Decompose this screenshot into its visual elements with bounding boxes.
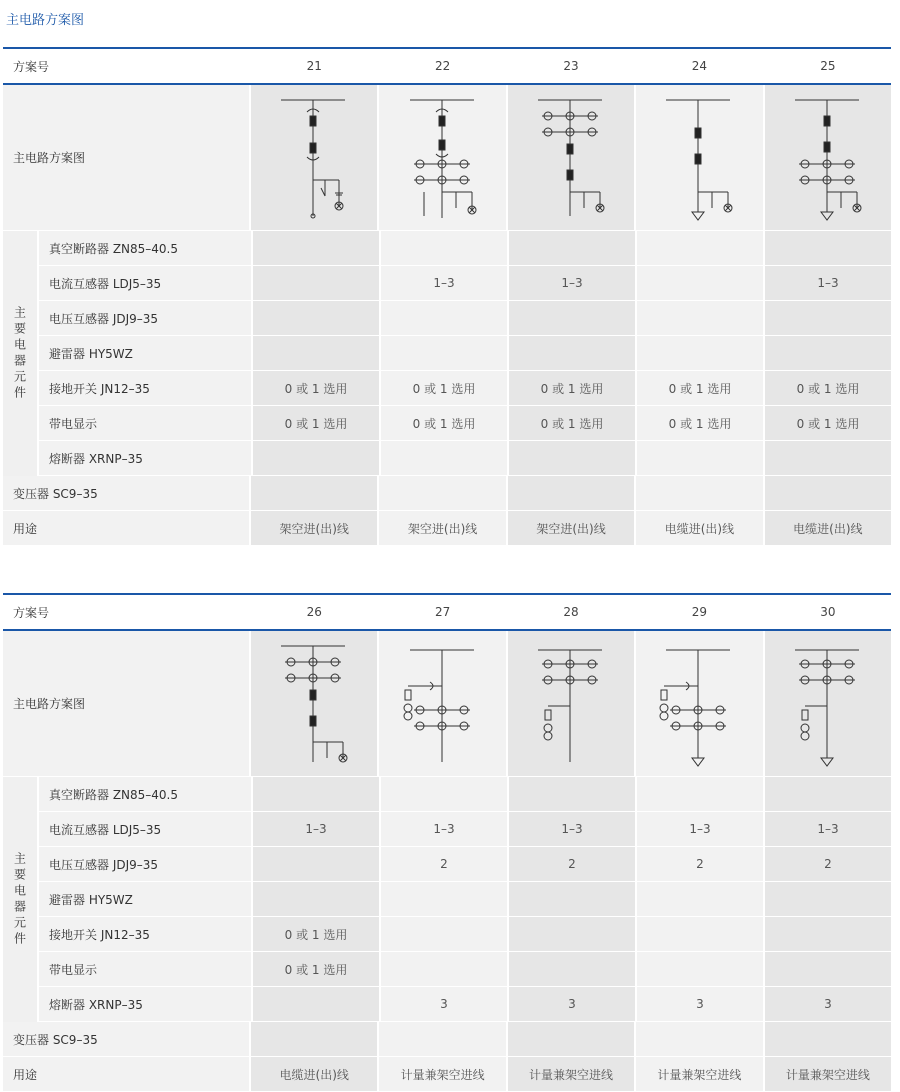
value-cell [249,1022,377,1056]
group-label: 主要电器元件 [3,231,39,476]
row-label: 避雷器 HY5WZ [39,882,251,916]
page-title: 主电路方案图 [6,13,85,28]
usage-cell: 架空进(出)线 [377,511,505,545]
value-cell [634,476,762,510]
value-cell [635,336,763,370]
value-cell [635,266,763,300]
scheme-no-label: 方案号 [3,49,249,83]
usage-cell: 架空进(出)线 [249,511,377,545]
usage-cell: 计量兼架空进线 [506,1057,634,1091]
value-cell [506,1022,634,1056]
value-cell: 0 或 1 选用 [251,917,379,951]
value-cell: 1–3 [763,812,891,846]
value-cell [635,231,763,265]
row-label: 用途 [3,1057,249,1091]
value-cell: 0 或 1 选用 [251,952,379,986]
scheme-number: 29 [634,595,762,629]
value-cell [507,882,635,916]
value-cell: 1–3 [635,812,763,846]
value-cell [635,882,763,916]
row-label: 接地开关 JN12–35 [39,371,251,405]
value-cell: 1–3 [251,812,379,846]
row-label: 熔断器 XRNP–35 [39,987,251,1021]
main-components-group [3,777,891,1022]
scheme-table-2 [3,593,891,1092]
row-label: 用途 [3,511,249,545]
value-cell [251,882,379,916]
row-label: 电压互感器 JDJ9–35 [39,301,251,335]
value-cell [377,476,505,510]
circuit-diagram-svg [636,634,762,774]
value-cell [763,231,891,265]
value-cell [763,301,891,335]
usage-cell: 计量兼架空进线 [634,1057,762,1091]
scheme-number: 22 [377,49,505,83]
value-cell [635,441,763,475]
value-cell: 0 或 1 选用 [635,406,763,440]
row-label: 真空断路器 ZN85–40.5 [39,231,251,265]
value-cell [507,441,635,475]
value-cell [251,301,379,335]
value-cell [635,917,763,951]
value-cell: 2 [635,847,763,881]
value-cell: 0 或 1 选用 [507,406,635,440]
value-cell [249,476,377,510]
row-label: 带电显示 [39,952,251,986]
value-cell [635,777,763,811]
header-row [3,49,891,85]
circuit-diagram-23 [506,85,634,230]
value-cell: 3 [635,987,763,1021]
value-cell [763,952,891,986]
scheme-number: 25 [763,49,891,83]
scheme-number: 30 [763,595,891,629]
row-label: 熔断器 XRNP–35 [39,441,251,475]
value-cell [251,231,379,265]
value-cell: 2 [507,847,635,881]
value-cell: 1–3 [507,266,635,300]
value-cell: 0 或 1 选用 [251,406,379,440]
circuit-diagram-svg [765,634,891,774]
group-label: 主要电器元件 [3,777,39,1022]
row-label: 电流互感器 LDJ5–35 [39,266,251,300]
value-cell: 1–3 [507,812,635,846]
value-cell: 0 或 1 选用 [763,371,891,405]
value-cell [379,777,507,811]
circuit-diagram-svg [380,634,506,774]
value-cell: 3 [763,987,891,1021]
usage-cell: 计量兼架空进线 [763,1057,891,1091]
value-cell [251,266,379,300]
circuit-diagram-22 [377,85,505,230]
value-cell [763,917,891,951]
circuit-diagram-28 [506,631,634,776]
value-cell [251,847,379,881]
value-cell [634,1022,762,1056]
value-cell: 3 [379,987,507,1021]
value-cell: 1–3 [379,266,507,300]
value-cell: 0 或 1 选用 [379,371,507,405]
value-cell [379,336,507,370]
value-cell [379,301,507,335]
circuit-diagram-26 [249,631,377,776]
scheme-number: 27 [377,595,505,629]
scheme-number: 24 [634,49,762,83]
circuit-diagram-svg [508,634,634,774]
value-cell [763,336,891,370]
value-cell [507,917,635,951]
value-cell [251,777,379,811]
value-cell: 2 [379,847,507,881]
circuit-diagram-24 [634,85,762,230]
value-cell [635,301,763,335]
row-label: 电压互感器 JDJ9–35 [39,847,251,881]
value-cell: 2 [763,847,891,881]
value-cell [379,231,507,265]
value-cell: 0 或 1 选用 [763,406,891,440]
row-label: 真空断路器 ZN85–40.5 [39,777,251,811]
value-cell [251,987,379,1021]
circuit-diagram-27 [377,631,505,776]
value-cell: 0 或 1 选用 [251,371,379,405]
circuit-diagram-svg [636,88,762,228]
value-cell [506,476,634,510]
value-cell: 0 或 1 选用 [379,406,507,440]
value-cell [379,917,507,951]
main-components-group [3,231,891,476]
circuit-diagram-svg [765,88,891,228]
row-label: 避雷器 HY5WZ [39,336,251,370]
header-row [3,595,891,631]
value-cell [763,777,891,811]
circuit-diagram-svg [380,88,506,228]
value-cell [763,882,891,916]
row-label: 变压器 SC9–35 [3,1022,249,1056]
scheme-number: 23 [506,49,634,83]
value-cell [507,336,635,370]
row-label: 带电显示 [39,406,251,440]
usage-cell: 电缆进(出)线 [763,511,891,545]
row-label: 电流互感器 LDJ5–35 [39,812,251,846]
diagram-label: 主电路方案图 [3,85,249,230]
usage-cell: 计量兼架空进线 [377,1057,505,1091]
value-cell [377,1022,505,1056]
value-cell: 0 或 1 选用 [635,371,763,405]
diagram-row [3,85,891,231]
usage-cell: 电缆进(出)线 [249,1057,377,1091]
scheme-number: 21 [249,49,377,83]
row-label: 变压器 SC9–35 [3,476,249,510]
scheme-table-1 [3,47,891,546]
value-cell: 0 或 1 选用 [507,371,635,405]
value-cell [507,777,635,811]
value-cell [379,882,507,916]
value-cell [763,1022,891,1056]
value-cell [507,231,635,265]
circuit-diagram-25 [763,85,891,230]
diagram-row [3,631,891,777]
circuit-diagram-29 [634,631,762,776]
circuit-diagram-svg [251,634,377,774]
value-cell [507,301,635,335]
scheme-number: 26 [249,595,377,629]
value-cell [379,952,507,986]
value-cell [635,952,763,986]
circuit-diagram-svg [251,88,377,228]
value-cell [763,441,891,475]
value-cell: 1–3 [379,812,507,846]
diagram-label: 主电路方案图 [3,631,249,776]
value-cell [763,476,891,510]
circuit-diagram-21 [249,85,377,230]
scheme-number: 28 [506,595,634,629]
circuit-diagram-30 [763,631,891,776]
value-cell [251,336,379,370]
row-label: 接地开关 JN12–35 [39,917,251,951]
value-cell [251,441,379,475]
value-cell [379,441,507,475]
value-cell: 3 [507,987,635,1021]
value-cell: 1–3 [763,266,891,300]
usage-cell: 架空进(出)线 [506,511,634,545]
scheme-no-label: 方案号 [3,595,249,629]
value-cell [507,952,635,986]
usage-cell: 电缆进(出)线 [634,511,762,545]
circuit-diagram-svg [508,88,634,228]
